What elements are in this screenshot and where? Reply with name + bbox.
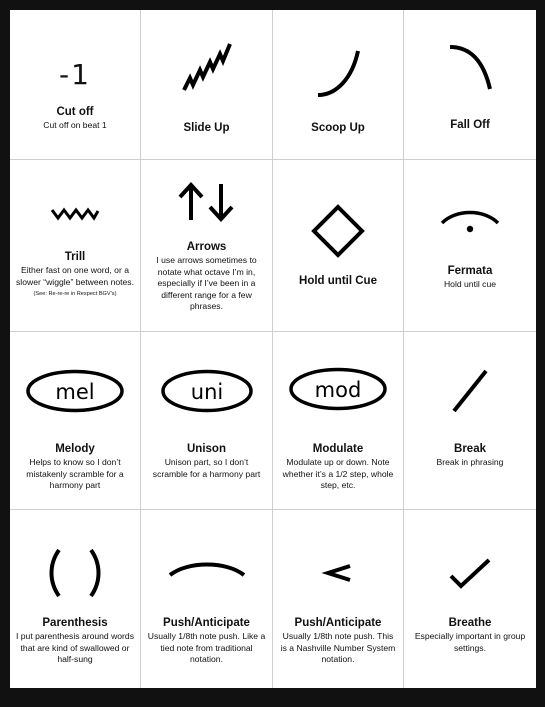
checkmark-icon <box>449 558 491 590</box>
cell-title: Fermata <box>447 265 493 277</box>
cell-description: Modulate up or down. Note whether it’s a 1/2 step, whole step, etc. <box>282 457 394 490</box>
diamond-icon <box>312 205 364 257</box>
cell-title: Breathe <box>448 617 492 629</box>
cell-description: I put parenthesis around words that are kind of swallowed or half-sung <box>16 631 134 664</box>
cell-fermata <box>404 160 536 332</box>
cell-description: I use arrows sometimes to notate what octave I’m in, especially if I’ve been in a different range for a few phrases. <box>156 255 257 311</box>
minus-one-icon: -1 <box>59 57 91 91</box>
cell-title: Push/Anticipate <box>163 617 250 629</box>
cell-title: Cut off <box>56 106 94 118</box>
cell-modulate <box>273 332 404 510</box>
cell-title: Unison <box>187 443 226 455</box>
less-than-icon <box>324 563 352 583</box>
cell-description: Either fast on one word, or a slower “wiggle” between notes. <box>16 265 134 287</box>
cell-description: Break in phrasing <box>436 457 504 467</box>
cell-cut-off <box>10 10 141 160</box>
slash-icon <box>450 369 490 413</box>
oval-label: mel <box>55 380 95 404</box>
cell-break <box>404 332 536 510</box>
zigzag-icon <box>50 207 100 221</box>
cell-breathe <box>404 510 536 688</box>
fermata-icon <box>440 207 500 235</box>
cell-hold-until-cue <box>273 160 404 332</box>
cell-title: Push/Anticipate <box>294 617 382 629</box>
cell-note: (See: Re-re-re in Respect BGV’s) <box>33 291 117 297</box>
curve-down-icon <box>448 41 492 91</box>
cell-description: Hold until cue <box>443 279 497 289</box>
oval-label: uni <box>190 380 223 404</box>
cell-push-anticipate-tie <box>141 510 273 688</box>
cell-title: Scoop Up <box>311 122 365 134</box>
cell-unison <box>141 332 273 510</box>
cell-title: Slide Up <box>183 122 230 134</box>
cell-trill <box>10 160 141 332</box>
oval-label: mod <box>314 378 362 402</box>
oval-icon <box>160 369 254 413</box>
oval-icon <box>25 369 125 413</box>
tie-arc-icon <box>168 559 246 579</box>
cell-push-anticipate-nashville <box>273 510 404 688</box>
cell-title: Parenthesis <box>42 617 108 629</box>
cell-title: Trill <box>64 251 86 263</box>
cell-fall-off <box>404 10 536 160</box>
cell-parenthesis <box>10 510 141 688</box>
cell-scoop-up <box>273 10 404 160</box>
zigzag-rising-icon <box>182 42 232 98</box>
cell-description: Especially important in group settings. <box>414 631 526 653</box>
cell-description: Usually 1/8th note push. Like a tied note from traditional notation. <box>147 631 266 664</box>
cell-arrows <box>141 160 273 332</box>
cell-title: Modulate <box>312 443 364 455</box>
arrows-up-down-icon <box>175 182 239 222</box>
symbol-sheet <box>10 10 536 688</box>
cell-slide-up <box>141 10 273 160</box>
cell-title: Melody <box>55 443 95 455</box>
oval-icon <box>288 367 388 411</box>
cell-description: Helps to know so I don’t mistakenly scramble for a harmony part <box>26 457 124 490</box>
cell-title: Break <box>454 443 486 455</box>
curve-up-icon <box>316 49 360 99</box>
cell-description: Cut off on beat 1 <box>43 120 107 130</box>
cell-melody <box>10 332 141 510</box>
cell-title: Fall Off <box>450 119 490 131</box>
cell-description: Usually 1/8th note push. This is a Nashville Number System notation. <box>280 631 396 664</box>
cell-title: Hold until Cue <box>299 275 377 287</box>
cell-title: Arrows <box>186 241 227 253</box>
parenthesis-icon <box>47 548 103 598</box>
cell-description: Unison part, so I don’t scramble for a harmony part <box>152 457 261 479</box>
